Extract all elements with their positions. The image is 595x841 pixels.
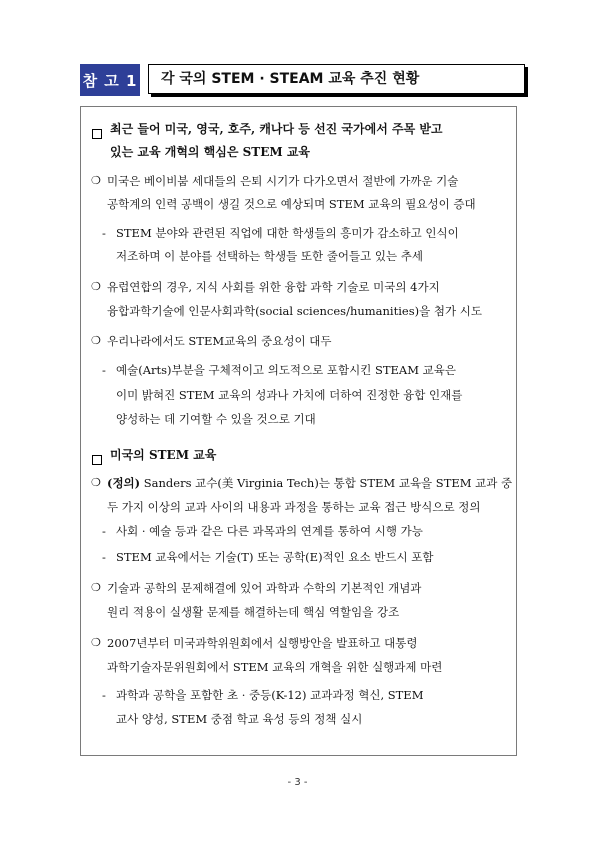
circle-bullet-icon: ❍: [91, 334, 101, 347]
list-item-line: 이미 밝혀진 STEM 교육의 성과나 가치에 더하여 진정한 융합 인재를: [116, 388, 463, 402]
dash-bullet-icon: -: [102, 688, 106, 702]
section-checkbox-icon: [92, 129, 102, 139]
dash-bullet-icon: -: [102, 226, 106, 240]
list-item-line: [107, 475, 512, 491]
list-item-line: 저조하며 이 분야를 선택하는 학생들 또한 줄어들고 있는 추세: [116, 249, 423, 263]
section-1-title-line-2: 있는 교육 개혁의 핵심은 STEM 교육: [110, 145, 311, 159]
definition-text: Sanders 교수(美 Virginia Tech)는 통합 STEM 교육을 STEM 교과 중: [140, 476, 513, 490]
section-checkbox-icon: [92, 455, 102, 465]
section-2-title: 미국의 STEM 교육: [110, 448, 217, 462]
list-item-line: STEM 분야와 관련된 직업에 대한 학생들의 흥미가 감소하고 인식이: [116, 226, 459, 240]
list-item-line: 원리 적용이 실생활 문제를 해결하는데 핵심 역할임을 강조: [107, 605, 400, 619]
content-box: [80, 106, 517, 756]
list-item-line: 과학과 공학을 포함한 초 · 중등(K-12) 교과과정 혁신, STEM: [116, 688, 424, 702]
circle-bullet-icon: ❍: [91, 581, 101, 594]
circle-bullet-icon: ❍: [91, 636, 101, 649]
list-item-line: STEM 교육에서는 기술(T) 또는 공학(E)적인 요소 반드시 포함: [116, 550, 434, 564]
reference-tag: 참 고 1: [80, 64, 140, 96]
list-item-line: 우리나라에서도 STEM교육의 중요성이 대두: [107, 334, 332, 348]
list-item-line: 예술(Arts)부분을 구체적이고 의도적으로 포함시킨 STEAM 교육은: [116, 363, 456, 377]
header: [80, 64, 517, 96]
circle-bullet-icon: ❍: [91, 174, 101, 187]
dash-bullet-icon: -: [102, 550, 106, 564]
circle-bullet-icon: ❍: [91, 476, 101, 489]
list-item-line: 미국은 베이비붐 세대들의 은퇴 시기가 다가오면서 절반에 가까운 기술: [107, 174, 459, 188]
definition-term: (정의): [107, 476, 141, 490]
dash-bullet-icon: -: [102, 363, 106, 377]
list-item-line: 교사 양성, STEM 중점 학교 육성 등의 정책 실시: [116, 712, 363, 726]
list-item-line: 공학계의 인력 공백이 생길 것으로 예상되며 STEM 교육의 필요성이 증대: [107, 197, 476, 211]
circle-bullet-icon: ❍: [91, 280, 101, 293]
list-item-line: 융합과학기술에 인문사회과학(social sciences/humanities)을 첨가 시도: [107, 304, 482, 318]
list-item-line: 기술과 공학의 문제해결에 있어 과학과 수학의 기본적인 개념과: [107, 581, 422, 595]
dash-bullet-icon: -: [102, 524, 106, 538]
page-title: 각 국의 STEM · STEAM 교육 추진 현황: [148, 64, 525, 94]
section-1-title-line-1: 최근 들어 미국, 영국, 호주, 캐나다 등 선진 국가에서 주목 받고: [110, 122, 443, 136]
list-item-line: 두 가지 이상의 교과 사이의 내용과 과정을 통하는 교육 접근 방식으로 정의: [107, 500, 481, 514]
page-number: - 3 -: [287, 777, 308, 788]
list-item-line: 사회 · 예술 등과 같은 다른 과목과의 연계를 통하여 시행 가능: [116, 524, 423, 538]
list-item-line: 과학기술자문위원회에서 STEM 교육의 개혁을 위한 실행과제 마련: [107, 660, 443, 674]
list-item-line: 양성하는 데 기여할 수 있을 것으로 기대: [116, 412, 316, 426]
list-item-line: 2007년부터 미국과학위원회에서 실행방안을 발표하고 대통령: [107, 636, 418, 650]
list-item-line: 유럽연합의 경우, 지식 사회를 위한 융합 과학 기술로 미국의 4가지: [107, 280, 440, 294]
